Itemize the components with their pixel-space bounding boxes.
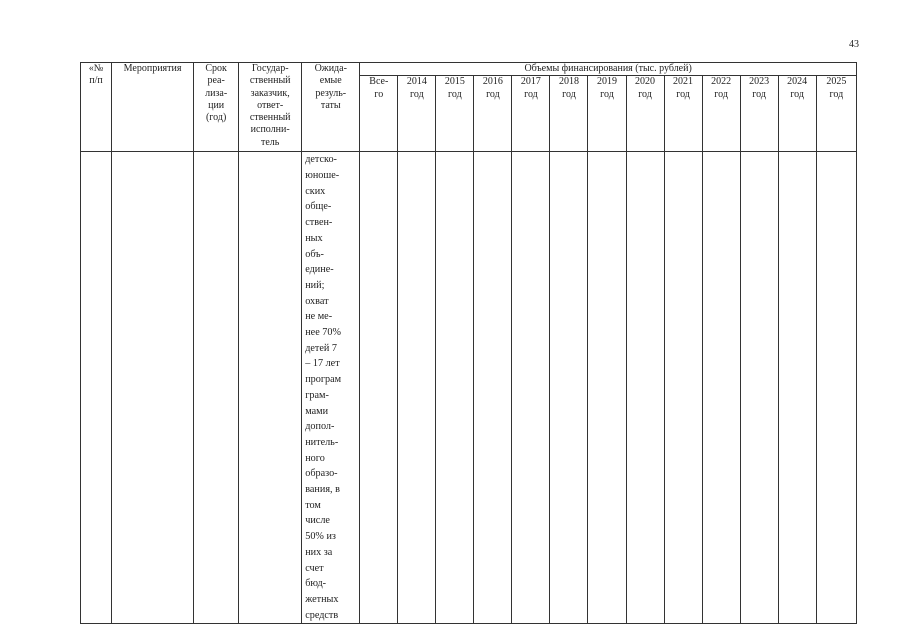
- header-year: 2022 год: [702, 76, 740, 152]
- header-year: 2023 год: [740, 76, 778, 152]
- cell-year: [550, 152, 588, 624]
- header-customer: Государ- ственный заказчик, ответ- ственный исполни- тель: [239, 63, 302, 152]
- cell-year: [512, 152, 550, 624]
- cell-customer: [239, 152, 302, 624]
- header-total: Все- го: [360, 76, 398, 152]
- cell-year: [816, 152, 856, 624]
- header-expected: Ожида- емые резуль- таты: [302, 63, 360, 152]
- header-event: Мероприятия: [112, 63, 194, 152]
- header-year: 2014 год: [398, 76, 436, 152]
- cell-year: [474, 152, 512, 624]
- cell-term: [194, 152, 239, 624]
- cell-num: [81, 152, 112, 624]
- cell-year: [778, 152, 816, 624]
- cell-year: [664, 152, 702, 624]
- header-year: 2020 год: [626, 76, 664, 152]
- header-num: «№ п/п: [81, 63, 112, 152]
- cell-year: [588, 152, 626, 624]
- header-year: 2021 год: [664, 76, 702, 152]
- header-year: 2017 год: [512, 76, 550, 152]
- financing-table: [80, 62, 857, 624]
- header-year: 2015 год: [436, 76, 474, 152]
- header-term: Срок реа- лиза- ции (год): [194, 63, 239, 152]
- cell-expected: детско- юноше- ских обще- ствен- ных объ- едине- ний; охват не ме- нее 70% детей 7 – 17 лет програм грам- мами допол- нитель- ного образо- вания, в том числе 50% из них за счет бюд- жетных средств: [302, 152, 360, 624]
- page-number: 43: [849, 39, 859, 50]
- header-year: 2025 год: [816, 76, 856, 152]
- cell-year: [398, 152, 436, 624]
- cell-year: [740, 152, 778, 624]
- cell-event: [112, 152, 194, 624]
- header-year: 2016 год: [474, 76, 512, 152]
- header-year: 2024 год: [778, 76, 816, 152]
- table-row: [81, 152, 857, 624]
- cell-total: [360, 152, 398, 624]
- cell-year: [626, 152, 664, 624]
- cell-year: [436, 152, 474, 624]
- header-year: 2018 год: [550, 76, 588, 152]
- header-year: 2019 год: [588, 76, 626, 152]
- header-row: [81, 63, 857, 76]
- cell-year: [702, 152, 740, 624]
- header-financing: Объемы финансирования (тыс. рублей): [360, 63, 857, 76]
